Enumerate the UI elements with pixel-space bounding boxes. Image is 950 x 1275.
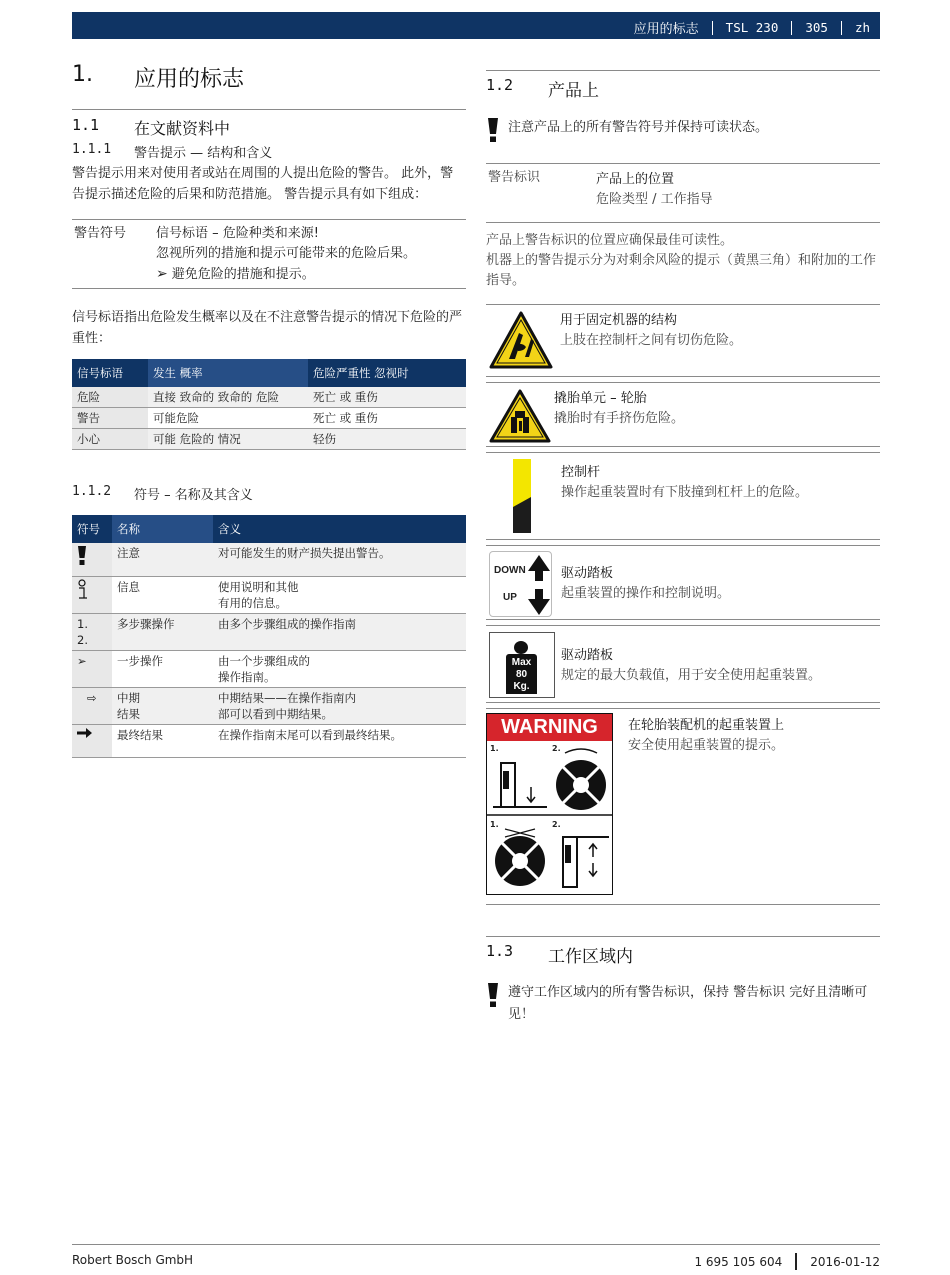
meaning-cell — [213, 613, 466, 650]
meaning-line: 对可能发生的财产损失提出警告。 — [218, 546, 391, 560]
steps-icon: 1. 2. — [77, 616, 88, 647]
section-1-3-heading — [486, 942, 880, 967]
section-1-1-1-heading — [72, 142, 466, 161]
row-divider — [486, 619, 880, 626]
warning-banner: WARNING — [487, 714, 612, 741]
product-sign-table — [486, 163, 880, 223]
sign-row — [486, 546, 880, 619]
meaning-cell — [213, 543, 466, 576]
load-value: 80 — [515, 669, 528, 680]
section-1-2-heading — [486, 76, 880, 101]
name-cell: 一步操作 — [112, 650, 213, 687]
symbol-cell — [72, 543, 112, 576]
table-cell: 死亡 或 重伤 — [308, 408, 466, 429]
symbol-cell — [72, 613, 112, 650]
section-1-1-heading — [72, 116, 466, 139]
meaning-line: 由多个步骤组成的操作指南 — [218, 616, 356, 631]
section-rule — [486, 936, 880, 937]
column-label: 警告标识 — [488, 170, 541, 185]
table-row — [72, 613, 466, 650]
sign-description: 上肢在控制杆之间有切伤危险。 — [560, 333, 743, 348]
footer-divider — [795, 1253, 797, 1270]
meaning-cell — [213, 687, 466, 724]
sign-description: 操作起重装置时有下肢撞到杠杆上的危险。 — [561, 485, 809, 500]
signal-paragraph: 信号标语指出危险发生概率以及在不注意警告提示的情况下危险的严重性： — [72, 310, 463, 346]
meaning-line: 中期结果——在操作指南内 — [218, 690, 356, 705]
section-title: 产品上 — [548, 81, 599, 101]
section-number: 1.2 — [486, 76, 514, 94]
symbol-table — [72, 515, 466, 758]
table-row — [72, 724, 466, 757]
sign-title: 驱动踏板 — [561, 566, 614, 581]
chapter-heading — [72, 62, 466, 93]
section-title: 符号 – 名称及其含义 — [134, 488, 253, 503]
name-cell: 最终结果 — [112, 724, 213, 757]
section-1-1-2-heading — [72, 484, 466, 503]
sign-description: 规定的最大负载值，用于安全使用起重装置。 — [561, 668, 822, 683]
footer-date: 2016-01-12 — [810, 1254, 880, 1269]
sign-row — [486, 626, 880, 702]
table-cell: 警告 — [72, 408, 148, 429]
table-row — [72, 576, 466, 613]
section-title: 在文献资料中 — [134, 119, 231, 138]
step-number: 1. — [490, 744, 499, 753]
table-row — [72, 429, 466, 450]
step-number: 2. — [552, 820, 561, 829]
sign-title: 在轮胎装配机的起重装置上 — [628, 718, 785, 733]
section-number: 1.3 — [486, 942, 514, 960]
max-label: Max — [511, 657, 532, 668]
footer — [72, 1244, 880, 1269]
sign-description: 撬胎时有手挤伤危险。 — [554, 411, 685, 426]
table-row — [72, 387, 466, 408]
sign-row — [486, 304, 880, 376]
meaning-line: 部可以看到中期结果。 — [218, 706, 333, 721]
chapter-title: 应用的标志 — [134, 67, 245, 92]
meaning-cell — [213, 650, 466, 687]
header-page: 305 — [805, 20, 828, 35]
warning-label-icon — [486, 713, 628, 904]
column-header: 发生 概率 — [148, 359, 308, 387]
meaning-line: 操作指南。 — [218, 669, 276, 684]
meaning-cell — [213, 724, 466, 757]
footer-company: Robert Bosch GmbH — [72, 1253, 194, 1267]
signal-word-table — [72, 359, 466, 450]
exclamation-icon — [486, 117, 508, 151]
right-column — [486, 70, 880, 1026]
crush-hazard-icon — [486, 389, 554, 446]
section-number: 1.1.2 — [72, 484, 112, 499]
warning-intro-paragraph: 警告提示用来对使用者或站在周围的人提出危险的警告。 此外，警告提示描述危险的后果和防范措施。 警告提示具有如下组成： — [72, 166, 454, 202]
warning-line-2: 忽视所列的措施和提示可能带来的危险后果。 — [156, 246, 417, 261]
sign-title: 控制杆 — [561, 465, 601, 480]
name-cell: 信息 — [112, 576, 213, 613]
row-divider — [486, 376, 880, 383]
sign-description: 起重装置的操作和控制说明。 — [561, 586, 731, 601]
left-column — [72, 62, 466, 758]
sign-row — [486, 709, 880, 904]
column-header: 含义 — [213, 515, 466, 543]
header-bar — [72, 12, 880, 39]
table-cell: 小心 — [72, 429, 148, 450]
exclamation-icon — [77, 545, 87, 569]
section-rule — [486, 904, 880, 905]
row-divider — [486, 702, 880, 709]
outline-arrow-icon: ⇨ — [87, 690, 97, 705]
header-lang: zh — [854, 20, 870, 35]
table-cell: 轻伤 — [308, 429, 466, 450]
column-header: 名称 — [112, 515, 213, 543]
callout-1-3 — [486, 982, 880, 1026]
row-divider — [486, 539, 880, 546]
section-title: 警告提示 — 结构和含义 — [134, 146, 273, 161]
meaning-line: 使用说明和其他 — [218, 579, 299, 594]
lever-stripe-icon — [486, 459, 561, 539]
row-divider — [486, 446, 880, 453]
exclamation-icon — [486, 982, 508, 1026]
section-rule — [72, 109, 466, 110]
sign-title: 驱动踏板 — [561, 648, 614, 663]
chapter-number: 1. — [72, 62, 93, 87]
arrowhead-icon: ➢ — [77, 653, 87, 668]
up-down-icon — [486, 552, 561, 619]
symbol-cell — [72, 576, 112, 613]
name-cell: 多步骤操作 — [112, 613, 213, 650]
name-cell: 注意 — [112, 543, 213, 576]
footer-doc-number: 1 695 105 604 — [694, 1254, 783, 1269]
header-divider — [791, 21, 792, 35]
sign-description: 安全使用起重装置的提示。 — [628, 738, 785, 753]
warning-structure-box — [72, 219, 466, 289]
meaning-cell — [213, 576, 466, 613]
symbol-cell — [72, 650, 112, 687]
header-section: 应用的标志 — [633, 22, 699, 37]
sign-title: 撬胎单元 – 轮胎 — [554, 391, 647, 406]
column-header: 危险严重性 忽视时 — [308, 359, 466, 387]
name-cell: 中期 结果 — [112, 687, 213, 724]
sign-row — [486, 453, 880, 539]
table-row — [72, 408, 466, 429]
arrowhead-icon: ➢ — [156, 266, 168, 282]
symbol-cell — [72, 724, 112, 757]
sign-title: 用于固定机器的结构 — [560, 313, 678, 328]
product-paragraph: 产品上警告标识的位置应确保最佳可读性。 机器上的警告提示分为对剩余风险的提示（黄黑三角）和附加的工作指导。 — [486, 233, 877, 288]
table-row — [72, 687, 466, 724]
column-label: 产品上的位置 — [596, 172, 675, 187]
up-label: UP — [503, 592, 517, 603]
symbol-cell — [72, 687, 112, 724]
callout-text: 注意产品上的所有警告符号并保持可读状态。 — [508, 120, 769, 135]
step-number: 2. — [552, 744, 561, 753]
warning-line-3: 避免危险的措施和提示。 — [171, 267, 315, 282]
meaning-line: 在操作指南末尾可以看到最终结果。 — [218, 727, 402, 742]
header-divider — [841, 21, 842, 35]
section-rule — [486, 70, 880, 71]
table-cell: 可能 危险的 情况 — [148, 429, 308, 450]
max-load-icon — [486, 632, 561, 702]
column-header: 信号标语 — [72, 359, 148, 387]
table-row — [72, 650, 466, 687]
column-sublabel: 危险类型 / 工作指导 — [596, 192, 713, 207]
section-number: 1.1 — [72, 116, 100, 134]
sign-row — [486, 383, 880, 446]
table-cell: 危险 — [72, 387, 148, 408]
load-unit: Kg. — [513, 681, 530, 692]
warning-line-1: 信号标语 – 危险种类和来源! — [156, 226, 319, 241]
section-title: 工作区域内 — [548, 947, 633, 967]
table-cell: 直接 致命的 致命的 危险 — [148, 387, 308, 408]
header-model: TSL 230 — [725, 20, 779, 35]
table-cell: 死亡 或 重伤 — [308, 387, 466, 408]
section-number: 1.1.1 — [72, 142, 112, 157]
warning-symbol-label: 警告符号 — [74, 226, 127, 241]
bold-arrow-icon — [77, 727, 93, 743]
callout-text: 遵守工作区域内的所有警告标识，保持 警告标识 完好且清晰可见！ — [508, 985, 868, 1022]
meaning-line: 有用的信息。 — [218, 595, 287, 610]
header-divider — [712, 21, 713, 35]
cut-hazard-icon — [486, 311, 560, 376]
step-number: 1. — [490, 820, 499, 829]
column-header: 符号 — [72, 515, 112, 543]
table-row — [72, 543, 466, 576]
info-icon — [77, 579, 91, 605]
meaning-line: 由一个步骤组成的 — [218, 653, 310, 668]
callout-1-2 — [486, 117, 880, 151]
table-cell: 可能危险 — [148, 408, 308, 429]
down-label: DOWN — [494, 565, 526, 576]
